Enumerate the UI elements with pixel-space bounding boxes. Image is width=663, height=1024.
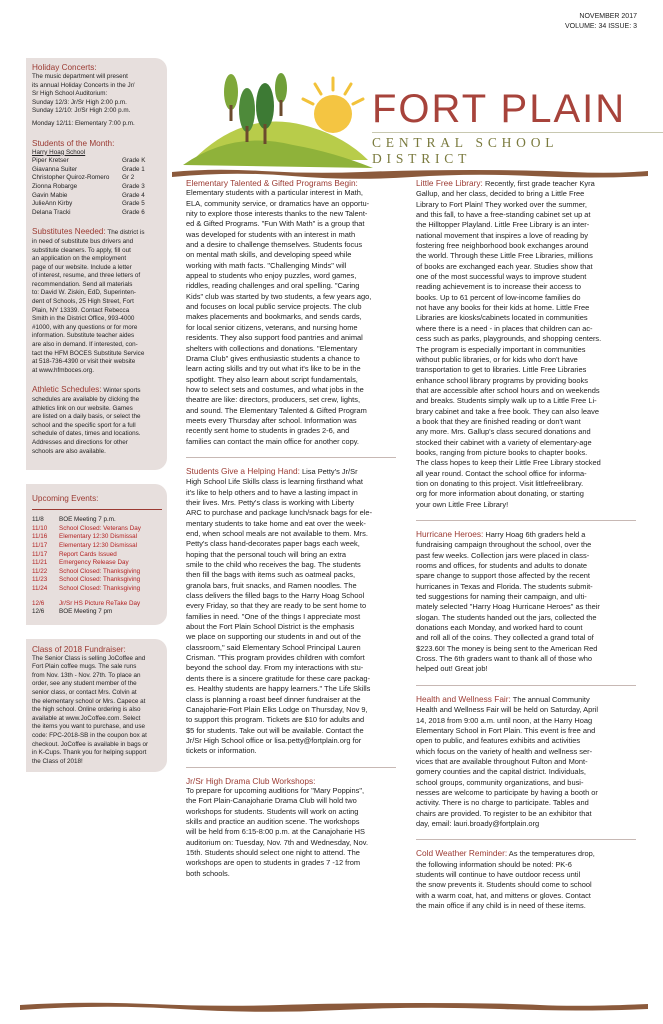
article-line: slogan. The students handed out the jars, collected the — [416, 612, 597, 622]
article-helping-hand: Students Give a Helping Hand: Lisa Petty's Jr/Sr High School Life Skills class is learning firsthand what it's like to help others and to have a lasting impact in their lives. Mrs. Petty's class is working with Liberty ARC to purchase and package lunch/snack bags for ele- mentary students to take home and eat over the week- end, when school meals are not available to them. Mrs. Petty's class hand-decorates paper bags each week, hoping that the personal touch will bring an extra smile to the child who receives the bag. The students then fill the bags with items such as oatmeal packs, granola bars, fruit snacks, and Ramen noodles. The class delivers the filled bags to the Harry Hoag School every Friday, so that they are ready to be sent home to families in need. "One of the things I appreciate most about the Fort Plain School District is the emphasis we place on supporting our students in and out of the classroom," said Elementary School Principal Lauren Crisman. "This program provides children with comfort beyond the school day. From my interactions with stu- dents there is a sincere gratitude for these care packag- es. Healthy students are happy learners." The Life Skills class is planning a roast beef dinner fundraiser at the Canajoharie-Fort Plain Elks Lodge on Thursday, Nov 9, to support this program. Tickets are $10 for adults and $5 for students. Take out will be available. Contact the Jr/Sr High School office or lisa.petty@fortplain.org for tickets or information. — [186, 466, 396, 757]
event-date: 11/23 — [32, 576, 48, 584]
article-line: families in need. "One of the things I appreciate most — [186, 611, 361, 621]
article-health-fair: Health and Wellness Fair: The annual Community Health and Wellness Fair will be held on Saturday, April 14, 2018 from 9:00 a.m. until noon, at the Harry Hoag Elementary School in Fort Plain. This event is free and open to public, and features exhibits and activities which focus on the variety of health and wellness ser- vices that are available throughout Fulton and Mont- gomery counties and the capital district. Individuals, school groups, community organizations, and busi- nesses are welcome to participate by having a booth or activity. There is no charge to participate. Tables and chairs are provided. To register to be an exhibitor that day, email: lauri.broady@fortplain.org — [416, 694, 636, 829]
landscape-logo — [183, 50, 373, 170]
article-line: ted suggestions for naming their campaign, and ulti- — [416, 592, 587, 602]
article-line: to support this program. Tickets are $10 for adults and — [186, 715, 365, 725]
fundraiser-line: code: FPC-2018-SB in the coupon box at — [32, 732, 147, 740]
article-line: the following information should be noted: PK-6 — [416, 859, 572, 869]
article-line: granola bars, fruit snacks, and Ramen noodles. The — [186, 580, 357, 590]
article-line: class delivers the filled bags to the Harry Hoag School — [186, 591, 365, 601]
article-heading: Health and Wellness Fair: — [416, 693, 511, 704]
article-line: students will continue to have outdoor recess until — [416, 869, 581, 879]
article-line: was developed for students with an interest in math — [186, 229, 356, 239]
athletic-line: athletics link on our website. Games — [32, 404, 133, 412]
masthead-title: FORT PLAIN — [372, 87, 627, 131]
article-line: transportation to get to libraries. Little Free Libraries — [416, 365, 587, 375]
student-name: Gavin Mabie — [32, 191, 68, 199]
students-heading: Students of the Month: — [32, 138, 115, 148]
event-row — [32, 576, 162, 585]
student-name: JulieAnn Kirby — [32, 200, 73, 208]
event-date: 12/6 — [32, 599, 45, 607]
divider — [416, 520, 636, 521]
article-line: national movement that inspires a love of reading by — [416, 230, 588, 240]
article-heading: Hurricane Heroes: — [416, 529, 484, 539]
fundraiser-line: senior class, or contact Mrs. Colvin at — [32, 689, 137, 697]
article-line: it's like to help others and to have a lasting impact in — [186, 487, 358, 497]
holiday-line: The music department will present — [32, 73, 128, 80]
event-text: School Closed: Thanksgiving — [59, 584, 141, 592]
athletic-line: school and the specific sport for a full — [32, 421, 136, 429]
event-text: Report Cards Issued — [59, 550, 117, 558]
article-line: gomery counties and the capital district. Individuals, — [416, 767, 586, 777]
substitutes-line: substitute cleaners. To apply, fill out — [32, 246, 131, 254]
article-line: nity to explore those interests thanks to the new Talent- — [186, 209, 368, 219]
article-line: fostering free neighborhood book exchanges around — [416, 241, 589, 251]
event-row — [32, 533, 162, 542]
article-line: any more. Mrs. Gallup's class secured donations and — [416, 427, 591, 437]
substitutes-line: information. Substitute teacher aides — [32, 332, 135, 340]
list-item — [32, 166, 162, 175]
article-line: $5 for students. Take out will be available. Contact the — [186, 725, 364, 735]
article-line: past few weeks. Collection jars were placed in class- — [416, 550, 590, 560]
article-heading: Little Free Library: — [416, 178, 483, 188]
article-line: nesses are welcome to participate by having a booth or — [416, 787, 598, 797]
student-grade: Gr 2 — [122, 174, 135, 182]
article-line: The program is especially important in communities — [416, 344, 586, 354]
article-cold-weather: Cold Weather Reminder: As the temperatures drop, the following information should be noted: PK-6 students will continue to have outdoor recess until the snow prevents it. Students should come to school with a warm coat, hat, and mittens or gloves. Contact the main office if any child is in need of these items. — [416, 848, 636, 911]
issue-info — [565, 12, 637, 32]
article-line: working with math facts. "Challenging Minds" will — [186, 260, 347, 270]
student-grade: Grade 3 — [122, 182, 145, 190]
article-line: es. Healthy students are happy learners." The Life Skills — [186, 684, 371, 694]
article-line: Kids" club was started by two students, a few years ago, — [186, 291, 372, 301]
article-line: skills and practice an audition scene. The workshops — [186, 816, 360, 826]
article-line: how to select sets and costumes, and what jobs in the — [186, 384, 364, 394]
article-line: the world. Through these Little Free Libraries, millions — [416, 251, 593, 261]
article-line: of books are exchanged each year. Studies show that — [416, 261, 593, 271]
article-line: with a warm coat, hat, and mittens or gloves. Contact — [416, 890, 591, 900]
article-line: learn acting skills and try out what it's like to be in the — [186, 364, 361, 374]
article-line: activity. There is no charge to participate. Tables and — [416, 798, 589, 808]
article-line: dents there is a sincere gratitude for these care packag- — [186, 673, 370, 683]
event-row — [32, 542, 162, 551]
substitutes-line: of interest, resume, and three letters of — [32, 272, 141, 280]
student-name: Delana Tracki — [32, 208, 71, 216]
article-line: theatre are like: directors, producers, set crew, lights, — [186, 395, 361, 405]
fundraiser-line: Fort Plain coffee mugs. The sale runs — [32, 663, 137, 671]
athletic-line: are listed on a daily basis, or select the — [32, 413, 141, 421]
athletic-heading: Athletic Schedules: — [32, 385, 102, 395]
list-item — [32, 157, 162, 166]
holiday-heading: Holiday Concerts: — [32, 63, 97, 72]
article-line: which focus on the variety of health and wellness ser- — [416, 746, 593, 756]
article-line: about the Fort Plain School District is the emphasis — [186, 622, 355, 632]
masthead-subtitle: CENTRAL SCHOOL DISTRICT — [372, 132, 663, 167]
article-line: fundraising campaign throughout the school, over the — [416, 540, 592, 550]
student-name: Piper Kretser — [32, 157, 69, 165]
article-line: 14, 2018 from 9:00 a.m. until noon, at the Harry Hoag — [416, 715, 593, 725]
divider — [416, 685, 636, 686]
article-line: hoping that the personal touch will bring an extra — [186, 549, 347, 559]
article-line: residents. They also support food pantries and animal — [186, 333, 363, 343]
events-heading: Upcoming Events: — [32, 494, 99, 504]
fundraiser-line: in K-Cups. Thank you for helping support — [32, 749, 147, 757]
article-line: smile to the child who receives the bag. The students — [186, 560, 361, 570]
article-line: not have any books for their kids at home. Little Free — [416, 303, 590, 313]
substitutes-line: #1000, with any questions or for more — [32, 323, 138, 331]
student-name: Giavanna Suiter — [32, 165, 78, 173]
article-line: Library to Fort Plain! They worked over the summer, — [416, 199, 587, 209]
divider — [186, 767, 396, 768]
article-line: reading achievement is to increase their access to — [416, 282, 581, 292]
event-text: School Closed: Veterans Day — [59, 524, 141, 532]
article-line: Drama Club" gives enthusiastic students a chance to — [186, 353, 360, 363]
event-text: School Closed: Thanksgiving — [59, 576, 141, 584]
article-line: spare change to support those affected by the recent — [416, 571, 590, 581]
article-line: classroom," said Elementary School Principal Lauren — [186, 642, 361, 652]
event-row — [32, 608, 162, 617]
article-line: To prepare for upcoming auditions for "Mary Poppins", — [186, 785, 365, 795]
article-line: will be held from 6:15-8:00 p.m. at the Canajoharie HS — [186, 827, 366, 837]
article-line: hurricanes in Texas and Florida. The students submit- — [416, 581, 593, 591]
article-drama-club — [186, 776, 396, 879]
article-heading: Elementary Talented & Gifted Programs Begin: — [186, 178, 358, 188]
substitutes-line: to: David W. Ziskin, EdD, Superinten- — [32, 289, 136, 297]
event-row — [32, 600, 162, 609]
masthead — [372, 88, 663, 167]
article-line: shelters with collections and donations. "Elementary — [186, 343, 358, 353]
substitutes-line: at www.hfmboces.org. — [32, 366, 94, 374]
student-name: Christopher Quiroz-Romero — [32, 174, 110, 182]
article-line: every Friday, so that they are ready to be sent home to — [186, 601, 367, 611]
article-line: auditorium on: Tuesday, Nov. 7th and Wednesday, Nov. — [186, 837, 369, 847]
article-line: tickets or information. — [186, 746, 257, 756]
article-line: where there is a need - in places that children can ac- — [416, 323, 593, 333]
list-item — [32, 209, 162, 218]
article-line: Health and Wellness Fair will be held on Saturday, April — [416, 705, 599, 715]
fundraiser-line: order, see any student member of the — [32, 680, 137, 688]
article-line: books. Up to 61 percent of low-income families do — [416, 292, 581, 302]
article-line: chairs are provided. To register to be an exhibitor that — [416, 808, 592, 818]
event-text: Emergency Release Day — [59, 559, 129, 567]
article-line: open to public, and features exhibits and activities — [416, 736, 581, 746]
article-line: cess such as parks, playgrounds, and shopping centers. — [416, 334, 602, 344]
sun-icon — [303, 78, 363, 133]
article-line: Libraries are kiosks/cabinets located in communities — [416, 313, 588, 323]
event-row — [32, 516, 162, 525]
student-grade: Grade K — [122, 157, 146, 165]
article-line: High School Life Skills class is learning firsthand what — [186, 477, 363, 487]
event-text: BOE Meeting 7 p.m. — [59, 516, 116, 524]
event-row — [32, 551, 162, 560]
substitutes-line: page of our website. Include a letter — [32, 263, 132, 271]
article-line: both schools. — [186, 868, 230, 878]
student-grade: Grade 1 — [122, 165, 145, 173]
divider — [416, 839, 636, 840]
list-item — [32, 200, 162, 209]
event-date: 11/24 — [32, 584, 48, 592]
article-line: ed & Gifted Programs. "Fun With Math" is a group that — [186, 219, 365, 229]
fundraiser-line: the Class of 2018! — [32, 757, 83, 765]
substitutes-line: in need of substitute bus drivers and — [32, 237, 134, 245]
fundraiser-line: the items you want to purchase, and use — [32, 723, 146, 731]
list-item — [32, 183, 162, 192]
article-line: rooms and offices, for students and adults to donate — [416, 561, 588, 571]
article-line: without public libraries, or for kids who don't have — [416, 354, 578, 364]
event-date: 11/16 — [32, 533, 48, 541]
article-line: that are accessible after school hours and on weekends — [416, 385, 600, 395]
substitutes-line: Plain, NY 13339. Contact Rebecca — [32, 306, 130, 314]
event-row — [32, 559, 162, 568]
event-date: 12/6 — [32, 608, 45, 616]
list-item — [32, 174, 162, 183]
article-line: and roll all of the coins. They collected a grand total of — [416, 633, 594, 643]
holiday-line: Sunday 12/3: Jr/Sr High 2:00 p.m. — [32, 98, 127, 106]
event-text: BOE Meeting 7 pm — [59, 608, 113, 616]
students-school: Harry Hoag School — [32, 148, 86, 156]
article-line: and sound. The Elementary Talented & Gifted Program — [186, 405, 367, 415]
article-line: end, when school meals are not available to them. Mrs. — [186, 529, 368, 538]
article-line: stocked their cabinet with a variety of elementary-age — [416, 437, 592, 447]
article-heading: Cold Weather Reminder: — [416, 848, 508, 859]
holiday-concerts-box — [26, 58, 167, 470]
article-line: then fill the bags with items such as oatmeal packs, — [186, 570, 356, 580]
article-line: one of the most successful ways to improve student — [416, 272, 587, 282]
student-grade: Grade 6 — [122, 208, 145, 216]
fundraiser-line: available at www.JoCoffee.com. Select — [32, 714, 141, 722]
column-2 — [416, 178, 636, 921]
article-line: and breaks. Students simply walk up to a Little Free Li- — [416, 396, 597, 406]
fundraiser-line: the elementary school or Mrs. Capece at — [32, 697, 146, 705]
event-row — [32, 585, 162, 594]
article-line: all year round. Contact the school office for informa- — [416, 468, 587, 478]
article-line: Cross. The 6th graders want to thank all of those who — [416, 654, 592, 664]
article-heading: Students Give a Helping Hand: — [186, 465, 300, 476]
article-line: brary cabinet and take a free book. They can also leave — [416, 406, 600, 416]
student-name: Zionna Robarge — [32, 182, 78, 190]
article-line: meets every Thursday after school. Information was — [186, 415, 357, 425]
article-line: Elementary students with a particular interest in Math, — [186, 188, 363, 198]
article-line: their lives. Mrs. Petty's class is working with Liberty — [186, 497, 354, 507]
article-line: donations each Monday, and worked hard to count — [416, 623, 583, 633]
article-line: books, ranging from picture books to chapter books. — [416, 447, 588, 457]
holiday-line: Sunday 12/10: Jr/Sr High 2:00 p.m. — [32, 107, 131, 115]
article-line: the Fort Plain-Canajoharie Drama Club will hold two — [186, 796, 357, 806]
upcoming-events-box — [26, 484, 167, 625]
fundraiser-line: checkout. JoCoffee is available in bags or — [32, 740, 149, 748]
athletic-text: Athletic Schedules: Winter sports schedules are available by clicking the athletics link on our website. Games are listed on a daily basis, or select the school and the specific sport for a full schedule of dates, times and locations. Addresses and directions for other schools are also available. — [32, 385, 162, 456]
event-date: 11/22 — [32, 567, 48, 575]
article-line: Jr/Sr High School office or lisa.petty@fortplain.org for — [186, 735, 362, 745]
article-line: Gallup, and her class, decided to bring a Little Free — [416, 189, 585, 199]
event-text: Jr/Sr HS Picture ReTake Day — [59, 599, 141, 607]
fundraiser-line: the high school. Online ordering is also — [32, 706, 141, 714]
substitutes-line: an application on the employment — [32, 255, 127, 263]
article-line: $223.60! The money is being sent to the American Red — [416, 643, 598, 653]
article-line: and this fall, to have a free-standing cabinet set up at — [416, 210, 591, 220]
divider — [186, 457, 396, 458]
student-grade: Grade 5 — [122, 200, 145, 208]
event-row — [32, 568, 162, 577]
event-row — [32, 525, 162, 534]
article-line: your own Little Free Library! — [416, 499, 509, 509]
list-item — [32, 192, 162, 201]
article-line: 15th. Students should select one night to attend. The — [186, 847, 360, 857]
article-gifted — [186, 178, 396, 447]
article-line: and focuses on local public service projects. The club — [186, 302, 362, 312]
holiday-line: Monday 12/11: Elementary 7:00 p.m. — [32, 119, 135, 127]
fundraiser-line: The Senior Class is selling JoCoffee and — [32, 654, 146, 662]
fundraiser-heading: Class of 2018 Fundraiser: — [32, 644, 126, 654]
article-line: enhance school library programs by providing books — [416, 375, 588, 385]
article-line: and a desire to challenge themselves. Students focus — [186, 240, 363, 250]
article-line: org for more information about donating, or starting — [416, 489, 584, 499]
article-hurricane-heroes: Hurricane Heroes: Harry Hoag 6th graders held a fundraising campaign throughout the school, over the past few weeks. Collection jars were placed in class- rooms and offices, for students and adults to donate spare change to support those affected by the recent hurricanes in Texas and Florida. The students submit- ted suggestions for naming their campaign, and ulti- mately selected "Harry Hoag Hurricane Heroes" as their slogan. The students handed out the jars, collected the donations each Monday, and worked hard to count and roll all of the coins. They collected a grand total of $223.60! The money is being sent to the American Red Cross. The 6th graders want to thank all of those who helped out! Great job! — [416, 529, 636, 675]
article-line: vices that are available throughout Fulton and Mont- — [416, 756, 588, 766]
article-line: class is planning a roast beef dinner fundraiser at the — [186, 694, 361, 704]
article-line: helped out! Great job! — [416, 664, 488, 674]
athletic-line: Addresses and directions for other — [32, 438, 128, 446]
article-line: ARC to purchase and package lunch/snack bags for ele- — [186, 508, 373, 518]
substitutes-heading: Substitutes Needed: — [32, 227, 106, 237]
footer-divider — [20, 1000, 648, 1012]
article-line: the snow prevents it. Students should come to school — [416, 880, 592, 890]
event-date: 11/10 — [32, 524, 48, 532]
substitutes-line: are also in demand. If interested, con- — [32, 341, 138, 349]
article-line: tion on donating to this project. Visit littlefreelibrary. — [416, 478, 584, 488]
holiday-line: its annual Holiday Concerts in the Jr/ — [32, 81, 135, 89]
event-date: 11/8 — [32, 516, 44, 524]
article-line: mately selected "Harry Hoag Hurricane Heroes" as their — [416, 602, 600, 612]
substitutes-line: at 518-736-4390 or visit their website — [32, 358, 136, 366]
article-line: families can contact the main office for another copy. — [186, 436, 359, 446]
article-line: beyond the school day. From my interactions with stu- — [186, 663, 364, 673]
substitutes-line: dent of Schools, 25 High Street, Fort — [32, 298, 134, 306]
event-date: 11/21 — [32, 559, 48, 567]
event-date: 11/17 — [32, 541, 48, 549]
article-line: school groups, community organizations, and busi- — [416, 777, 584, 787]
article-line: day, email: lauri.broady@fortplain.org — [416, 818, 540, 828]
article-line: Canajoharie-Fort Plain Elks Lodge on Thursday, Nov 9, — [186, 704, 368, 714]
article-line: spotlight. They also learn about script fundamentals, — [186, 374, 358, 384]
event-text: Elementary 12:30 Dismissal — [59, 541, 138, 549]
article-line: Petty's class hand-decorates paper bags each week, — [186, 539, 360, 549]
article-line: recently sent home to students in grades 2-6, and — [186, 426, 350, 436]
substitutes-line: recommendation. Send all materials — [32, 280, 133, 288]
article-line: The class hopes to keep their Little Free Library stocked — [416, 458, 601, 468]
article-line: appeal to students who enjoy puzzles, word games, — [186, 271, 357, 281]
article-line: Crisman. "This program provides children with comfort — [186, 653, 365, 663]
article-line: riddles, reading challenges and oral spelling. "Caring — [186, 281, 360, 291]
holiday-line: Sr High School Auditorium: — [32, 90, 108, 98]
substitutes-line: tact the HFM BOCES Substitute Service — [32, 349, 145, 357]
column-1 — [186, 178, 396, 889]
article-line: for local senior citizens, veterans, and nursing home — [186, 322, 358, 332]
fundraiser-box — [26, 639, 167, 773]
event-text: School Closed: Thanksgiving — [59, 567, 141, 575]
issue-volume: VOLUME: 34 ISSUE: 3 — [565, 23, 637, 30]
athletic-line: schools are also available. — [32, 447, 106, 455]
article-line: workshops for students. Students will work on acting — [186, 806, 359, 816]
article-line: workshops are open to students in grades 7 -12 from — [186, 858, 361, 868]
issue-date: NOVEMBER 2017 — [579, 13, 637, 20]
event-text: Elementary 12:30 Dismissal — [59, 533, 138, 541]
student-grade: Grade 4 — [122, 191, 145, 199]
athletic-line: schedule of dates, times and locations. — [32, 430, 141, 438]
event-date: 11/17 — [32, 550, 48, 558]
article-line: ELA, community service, or dramatics have an opportu- — [186, 198, 370, 208]
article-line: we place on supporting our students in and out of the — [186, 632, 361, 642]
article-line: Elementary School in Fort Plain. This event is free and — [416, 725, 596, 735]
article-line: makes placements and bookmarks, and sends cards, — [186, 312, 362, 322]
article-line: the main office if any child is in need of these items. — [416, 901, 586, 910]
article-little-free-library: Little Free Library: Recently, first grade teacher Kyra Gallup, and her class, decided to bring a Little Free Library to Fort Plain! They worked over the summer, and this fall, to have a free-standing cabinet set up at the Hilltopper Playland. Little Free Library is an inter- national movement that inspires a love of reading by fostering free neighborhood book exchanges around the world. Through these Little Free Libraries, millions of books are exchanged each year. Studies show that one of the most successful ways to improve student reading achievement is to increase their access to books. Up to 61 percent of low-income families do not have any books for their kids at home. Little Free Libraries are kiosks/cabinets located in communities where there is a need - in places that children can ac- cess such as parks, playgrounds, and shopping centers. The program is especially important in communities without public libraries, or for kids who don't have transportation to get to libraries. Little Free Libraries enhance school library programs by providing books that are accessible after school hours and on weekends and breaks. Students simply walk up to a Little Free Li- brary cabinet and take a free book. They can also leave a book that they are finished reading or don't want any more. Mrs. Gallup's class secured donations and stocked their cabinet with a variety of elementary-age books, ranging from picture books to chapter books. The class hopes to keep their Little Free Library stocked all year round. Contact the school office for informa- tion on donating to this project. Visit littlefreelibrary. org for more information about donating, or starting your own Little Free Library! — [416, 178, 636, 510]
article-line: a book that they are finished reading or don't want — [416, 416, 581, 426]
article-line: on mental math skills, and developing speed while — [186, 250, 352, 260]
substitutes-line: Smith in the District Office, 993-4000 — [32, 315, 135, 323]
sidebar — [26, 58, 167, 772]
article-heading: Jr/Sr High Drama Club Workshops: — [186, 775, 316, 786]
article-line: the Hilltopper Playland. Little Free Library is an inter- — [416, 220, 590, 230]
article-line: mentary students to take home and eat over the week- — [186, 518, 366, 528]
fundraiser-line: from Nov. 13th - Nov. 27th. To place an — [32, 671, 141, 679]
substitutes-text: Substitutes Needed: The district is in need of substitute bus drivers and substitute cleaners. To apply, fill out an application on the employment page of our website. Include a letter of interest, resume, and three letters of recommendation. Send all materials to: David W. Ziskin, EdD, Superinten- dent of Schools, 25 High Street, Fort Plain, NY 13339. Contact Rebecca Smith in the District Office, 993-4000 #1000, with any questions or for more information. Substitute teacher aides are also in demand. If interested, con- tact the HFM BOCES Substitute Service at 518-736-4390 or visit their website at www.hfmboces.org. — [32, 227, 162, 375]
athletic-line: schedules are available by clicking the — [32, 396, 140, 403]
